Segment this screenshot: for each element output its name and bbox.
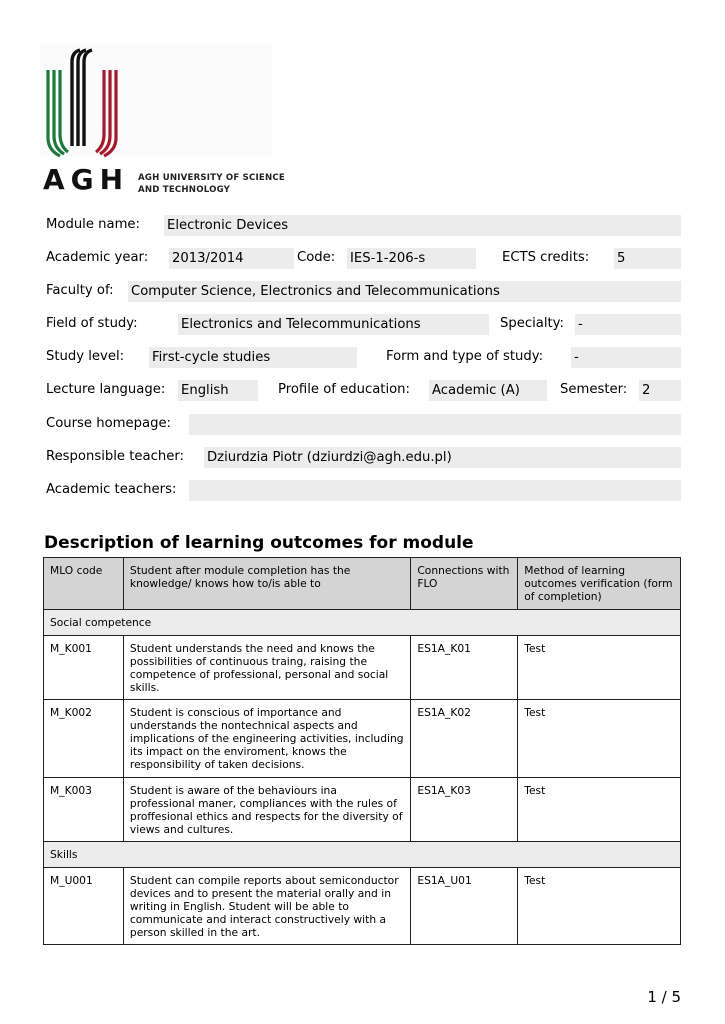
- cell-flo: ES1A_K02: [411, 700, 518, 778]
- table-row: [44, 636, 681, 700]
- row-lecture-language: [46, 380, 681, 401]
- field-of-study-field: Electronics and Telecommunications: [178, 314, 489, 335]
- page-number: 1 / 5: [647, 988, 681, 1006]
- academic-year-field: 2013/2014: [169, 248, 294, 269]
- specialty-label: Specialty:: [500, 316, 564, 331]
- code-label: Code:: [297, 250, 336, 265]
- header-method: Method of learning outcomes verification (form of completion): [518, 558, 681, 610]
- module-name-label: Module name:: [46, 217, 140, 232]
- profile-field: Academic (A): [429, 380, 547, 401]
- cell-code: M_K003: [44, 778, 124, 842]
- cell-method: Test: [518, 778, 681, 842]
- category-social-competence: Social competence: [44, 610, 681, 636]
- logo-acronym: AGH: [43, 163, 130, 196]
- cell-description: Student is aware of the behaviours ina professional maner, compliances with the rules of proffesional ethics and respects for the diversity of views and cultures.: [123, 778, 410, 842]
- cell-method: Test: [518, 700, 681, 778]
- row-field-of-study: [46, 314, 681, 335]
- cell-description: Student understands the need and knows the possibilities of continuous traing, raising the competence of professional, personal and social skills.: [123, 636, 410, 700]
- row-course-homepage: [46, 414, 681, 435]
- field-of-study-label: Field of study:: [46, 316, 138, 331]
- academic-teachers-label: Academic teachers:: [46, 482, 177, 497]
- logo-university-name: [138, 172, 285, 196]
- cell-code: M_K001: [44, 636, 124, 700]
- table-row: [44, 868, 681, 945]
- cell-flo: ES1A_K01: [411, 636, 518, 700]
- row-study-level: [46, 347, 681, 368]
- learning-outcomes-table: [43, 557, 681, 945]
- semester-label: Semester:: [560, 382, 628, 397]
- academic-teachers-field: [189, 480, 681, 501]
- table-row: [44, 700, 681, 778]
- row-responsible-teacher: [46, 447, 681, 468]
- cell-code: M_K002: [44, 700, 124, 778]
- lecture-language-label: Lecture language:: [46, 382, 166, 397]
- cell-description: Student is conscious of importance and understands the nontechnical aspects and implications of the engineering activities, including its impact on the enviroment, knows the responsibility of taken decisions.: [123, 700, 410, 778]
- specialty-field: -: [575, 314, 681, 335]
- agh-logo: [40, 44, 285, 199]
- cell-flo: ES1A_U01: [411, 868, 518, 945]
- header-description: Student after module completion has the knowledge/ knows how to/is able to: [123, 558, 410, 610]
- cell-description: Student can compile reports about semiconductor devices and to present the material orally and in writing in English. Student will be able to communicate and interact constructively with a person skilled in the art.: [123, 868, 410, 945]
- category-row: [44, 610, 681, 636]
- profile-label: Profile of education:: [278, 382, 410, 397]
- lecture-language-field: English: [178, 380, 258, 401]
- table-header-row: [44, 558, 681, 610]
- course-homepage-field: [189, 414, 681, 435]
- faculty-field: Computer Science, Electronics and Telecommunications: [128, 281, 681, 302]
- form-of-study-label: Form and type of study:: [386, 349, 544, 364]
- table-row: [44, 778, 681, 842]
- row-academic-teachers: [46, 480, 681, 501]
- module-name-field: Electronic Devices: [164, 215, 681, 236]
- responsible-teacher-label: Responsible teacher:: [46, 449, 184, 464]
- row-faculty: [46, 281, 681, 302]
- header-flo: Connections with FLO: [411, 558, 518, 610]
- faculty-label: Faculty of:: [46, 283, 114, 298]
- form-of-study-field: -: [571, 347, 681, 368]
- cell-method: Test: [518, 868, 681, 945]
- row-module-name: [46, 215, 681, 236]
- logo-name-line2: AND TECHNOLOGY: [138, 185, 231, 195]
- academic-year-label: Academic year:: [46, 250, 149, 265]
- header-mlo-code: MLO code: [44, 558, 124, 610]
- cell-code: M_U001: [44, 868, 124, 945]
- logo-name-line1: AGH UNIVERSITY OF SCIENCE: [138, 173, 285, 183]
- category-skills: Skills: [44, 842, 681, 868]
- course-homepage-label: Course homepage:: [46, 416, 171, 431]
- cell-flo: ES1A_K03: [411, 778, 518, 842]
- ects-label: ECTS credits:: [502, 250, 590, 265]
- study-level-field: First-cycle studies: [149, 347, 357, 368]
- category-row: [44, 842, 681, 868]
- responsible-teacher-field: Dziurdzia Piotr (dziurdzi@agh.edu.pl): [204, 447, 681, 468]
- ects-field: 5: [614, 248, 681, 269]
- code-field: IES-1-206-s: [347, 248, 476, 269]
- cell-method: Test: [518, 636, 681, 700]
- study-level-label: Study level:: [46, 349, 125, 364]
- learning-outcomes-title: Description of learning outcomes for module: [44, 533, 474, 553]
- semester-field: 2: [639, 380, 681, 401]
- row-academic-year: [46, 248, 681, 269]
- agh-mark-icon: [42, 46, 122, 158]
